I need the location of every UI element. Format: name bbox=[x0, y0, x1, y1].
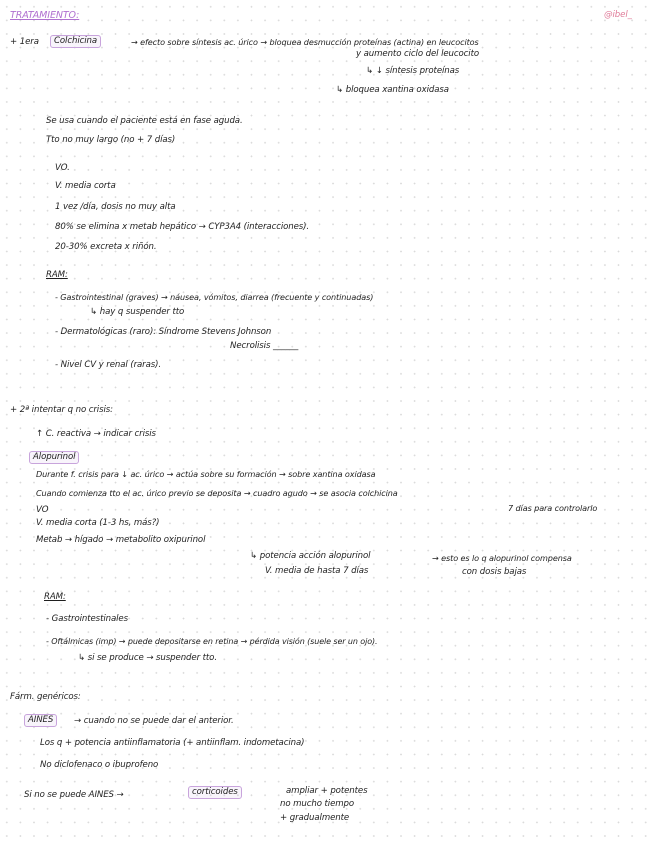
colchicina-ram-2: - Dermatológicas (raro): Síndrome Stevens Johnson bbox=[55, 327, 272, 337]
alopurinol-text: con dosis bajas bbox=[462, 567, 527, 577]
alopurinol-text: V. media de hasta 7 días bbox=[265, 566, 369, 576]
alopurinol-text: → esto es lo q alopurinol compensa bbox=[432, 553, 572, 563]
genericos-title: Fárm. genéricos: bbox=[10, 692, 81, 702]
author-handle: @ibel_ bbox=[604, 10, 632, 20]
genericos-line: no mucho tiempo bbox=[280, 799, 355, 809]
alopurinol-ram-2b: ↳ si se produce → suspender tto. bbox=[78, 653, 217, 663]
colchicina-ram-1b: ↳ hay q suspender tto bbox=[90, 307, 185, 317]
alopurinol-text: V. media corta (1-3 hs, más?) bbox=[36, 518, 160, 528]
genericos-line: Si no se puede AINES → bbox=[24, 790, 124, 800]
alopurinol-text: ↳ potencia acción alopurinol bbox=[250, 551, 371, 561]
alopurinol-intro-2: ↑ C. reactiva → indicar crisis bbox=[36, 429, 156, 439]
alopurinol-ram-2: - Oftálmicas (imp) → puede depositarse en retina → pérdida visión (suele ser un ojo). bbox=[46, 637, 378, 646]
colchicina-list-item: V. media corta bbox=[55, 181, 116, 191]
colchicina-use-1: Se usa cuando el paciente está en fase aguda. bbox=[46, 116, 243, 126]
genericos-line: ampliar + potentes bbox=[286, 786, 368, 796]
alopurinol-text: 7 días para controlarlo bbox=[508, 503, 598, 513]
colchicina-ram-1: - Gastrointestinal (graves) → náusea, vómitos, diarrea (frecuente y continuadas) bbox=[55, 292, 374, 302]
colchicina-label: Colchicina bbox=[50, 35, 101, 48]
alopurinol-ram-label: RAM: bbox=[44, 592, 66, 602]
aines-label: AINES bbox=[24, 714, 57, 727]
alopurinol-label: Alopurinol bbox=[29, 451, 79, 464]
colchicina-effect-4: ↳ bloquea xantina oxidasa bbox=[336, 85, 449, 95]
colchicina-ram-2b: Necrolisis ______ bbox=[230, 341, 299, 351]
colchicina-list-item: 1 vez /día, dosis no muy alta bbox=[55, 202, 176, 212]
page-title: TRATAMIENTO: bbox=[10, 10, 80, 21]
alopurinol-ram-1: - Gastrointestinales bbox=[46, 614, 128, 624]
colchicina-list-item: 80% se elimina x metab hepático → CYP3A4 (interacciones). bbox=[55, 222, 310, 232]
genericos-line: No diclofenaco o ibuprofeno bbox=[40, 760, 159, 770]
genericos-line: → cuando no se puede dar el anterior. bbox=[74, 716, 234, 726]
colchicina-list-item: VO. bbox=[55, 163, 70, 173]
colchicina-effect: → efecto sobre síntesis ac. úrico → bloquea desmucción proteínas (actina) en leucocitos bbox=[131, 37, 479, 47]
colchicina-ram-3: - Nivel CV y renal (raras). bbox=[55, 360, 162, 370]
alopurinol-intro-1: + 2ª intentar q no crisis: bbox=[10, 405, 113, 415]
corticoides-label: corticoides bbox=[188, 786, 242, 799]
alopurinol-text: Cuando comienza tto el ac. úrico previo se deposita → cuadro agudo → se asocia colchicina bbox=[36, 488, 398, 498]
colchicina-prefix: + 1era bbox=[10, 37, 39, 47]
alopurinol-text: VO bbox=[36, 505, 49, 515]
colchicina-ram-label: RAM: bbox=[46, 270, 68, 280]
colchicina-use-2: Tto no muy largo (no + 7 días) bbox=[46, 135, 176, 145]
colchicina-effect-2: y aumento ciclo del leucocito bbox=[356, 49, 480, 59]
colchicina-list-item: 20-30% excreta x riñón. bbox=[55, 242, 157, 252]
colchicina-effect-3: ↳ ↓ síntesis proteínas bbox=[366, 66, 460, 76]
genericos-line: Los q + potencia antiinflamatoria (+ antiinflam. indometacina) bbox=[40, 738, 305, 748]
alopurinol-text: Durante f. crisis para ↓ ac. úrico → actúa sobre su formación → sobre xantina oxidasa bbox=[36, 469, 376, 479]
genericos-line: + gradualmente bbox=[280, 813, 350, 823]
alopurinol-text: Metab → hígado → metabolito oxipurinol bbox=[36, 535, 206, 545]
